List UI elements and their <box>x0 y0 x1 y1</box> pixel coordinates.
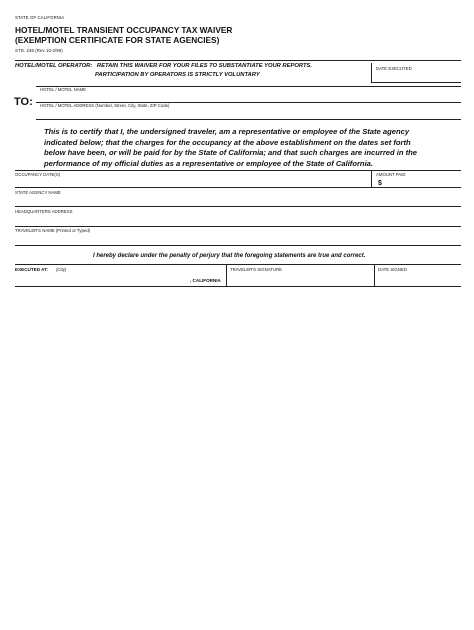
divider <box>15 226 461 227</box>
executed-at-label: EXECUTED AT: <box>15 267 48 272</box>
to-label: TO: <box>14 96 33 108</box>
divider <box>15 286 461 287</box>
california-label: , CALIFORNIA <box>190 278 221 283</box>
dollar-sign: $ <box>378 180 382 187</box>
divider <box>36 119 461 120</box>
travelers-signature-label: TRAVELER'S SIGNATURE <box>230 267 282 272</box>
hotel-address-label: HOTEL / MOTEL ADDRESS (Number, Street, City, State, ZIP Code) <box>40 103 170 108</box>
travelers-signature-field[interactable] <box>230 273 370 283</box>
divider <box>15 170 461 171</box>
operator-notice-lead: HOTEL/MOTEL OPERATOR: <box>15 63 93 69</box>
form-title-line1: HOTEL/MOTEL TRANSIENT OCCUPANCY TAX WAIVER <box>15 25 233 35</box>
state-label: STATE OF CALIFORNIA <box>15 15 65 20</box>
headquarters-label: HEADQUARTERS ADDRESS <box>15 209 73 214</box>
hotel-name-label: HOTEL / MOTEL NAME <box>40 87 86 92</box>
divider <box>374 264 375 286</box>
headquarters-field[interactable] <box>15 215 457 223</box>
state-agency-field[interactable] <box>15 196 457 204</box>
divider <box>15 264 461 265</box>
date-executed-field[interactable] <box>376 72 458 81</box>
certification-line2: indicated below; that the charges for the occupancy at the above establishment on the dates set forth <box>44 137 411 147</box>
divider <box>15 187 461 188</box>
amount-paid-field[interactable] <box>386 179 458 187</box>
form-title <box>15 26 232 45</box>
operator-notice-text1: RETAIN THIS WAIVER FOR YOUR FILES TO SUBSTANTIATE YOUR REPORTS. <box>96 63 312 69</box>
divider <box>371 82 461 83</box>
occupancy-dates-field[interactable] <box>15 178 365 186</box>
city-field[interactable] <box>56 273 186 281</box>
divider <box>371 170 372 187</box>
divider <box>15 245 461 246</box>
operator-notice-line2: PARTICIPATION BY OPERATORS IS STRICTLY VOLUNTARY <box>95 72 260 78</box>
divider <box>15 60 461 61</box>
certification-line1: This is to certify that I, the undersigned traveler, am a representative or employee of the State agency <box>44 127 410 136</box>
date-signed-field[interactable] <box>378 273 458 283</box>
city-label: (City) <box>56 267 67 272</box>
certification-line4: performance of my official duties as a representative or employee of the State of California. <box>44 158 374 168</box>
state-agency-label: STATE AGENCY NAME <box>15 190 61 195</box>
form-title-line2: (EXEMPTION CERTIFICATE FOR STATE AGENCIES) <box>15 34 220 45</box>
divider <box>36 86 461 87</box>
occupancy-dates-label: OCCUPANCY DATE(S) <box>15 172 61 177</box>
form-number: STD. 236 (Rev 10-2/99) <box>15 48 63 53</box>
date-executed-label: DATE EXECUTED <box>376 66 412 71</box>
hotel-address-field[interactable] <box>40 109 458 117</box>
date-signed-label: DATE SIGNED <box>378 267 407 272</box>
travelers-name-label: TRAVELER'S NAME (Printed or Typed) <box>15 228 91 233</box>
operator-notice-line1 <box>15 63 312 69</box>
certification-line3: below have been, or will be paid for by the State of California; and that such charges are incurred in the <box>44 148 418 157</box>
divider <box>371 63 372 82</box>
perjury-declaration: I hereby declare under the penalty of perjury that the foregoing statements are true and correct. <box>93 253 366 259</box>
amount-paid-label: AMOUNT PAID <box>376 172 406 177</box>
divider <box>226 264 227 286</box>
hotel-name-field[interactable] <box>40 93 458 101</box>
certification-text <box>44 127 417 169</box>
travelers-name-field[interactable] <box>15 234 457 242</box>
divider <box>15 206 461 207</box>
